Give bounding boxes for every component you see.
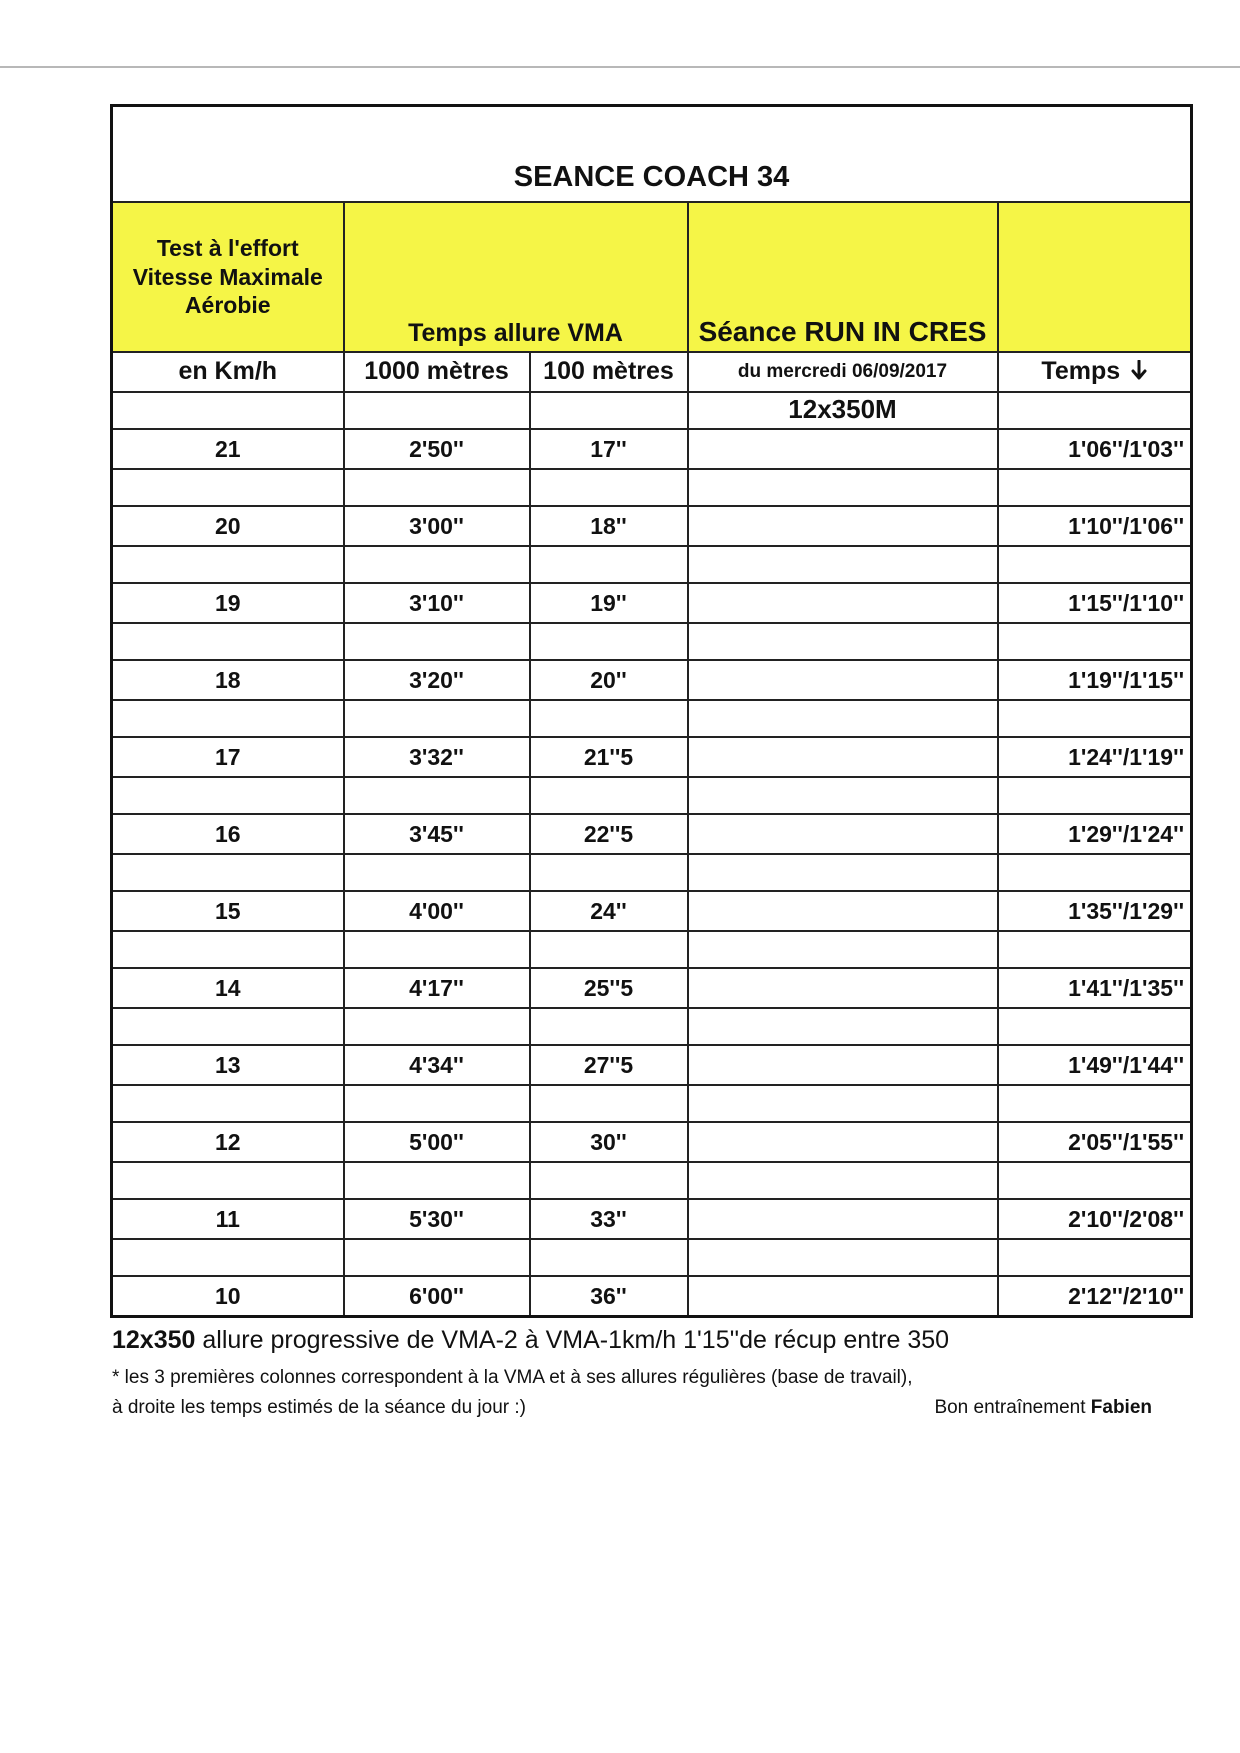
temps-cell: 2'05''/1'55'' [998, 1122, 1192, 1162]
pace-1000-cell: 3'20'' [344, 660, 530, 700]
table-row [112, 1122, 1192, 1162]
vma-cell: 17 [112, 737, 344, 777]
session-name: 12x350M [688, 392, 998, 429]
session-date: du mercredi 06/09/2017 [688, 352, 998, 392]
pace-100-cell: 17'' [530, 429, 688, 469]
blank-cell [112, 469, 344, 506]
blank-cell [344, 777, 530, 814]
blank-cell [998, 1085, 1192, 1122]
blank-cell [688, 546, 998, 583]
unit-label: en Km/h [112, 352, 344, 392]
blank-cell [688, 1008, 998, 1045]
blank-cell [344, 931, 530, 968]
pace-1000-cell: 4'34'' [344, 1045, 530, 1085]
vma-cell: 18 [112, 660, 344, 700]
session-description-rest: allure progressive de VMA-2 à VMA-1km/h 1'15''de récup entre 350 [195, 1326, 950, 1354]
table-row [112, 1045, 1192, 1085]
session-description-bold: 12x350 [112, 1326, 196, 1354]
arrow-down-icon [1131, 357, 1147, 388]
pace-1000-cell: 5'30'' [344, 1199, 530, 1239]
pace-table [110, 104, 1193, 1318]
blank-cell [530, 700, 688, 737]
blank-cell [688, 1085, 998, 1122]
blank-row [112, 469, 1192, 506]
table-row [112, 1199, 1192, 1239]
blank-cell [530, 1239, 688, 1276]
col-100-label: 100 mètres [530, 352, 688, 392]
subheader-row [112, 352, 1192, 392]
blank-cell [344, 700, 530, 737]
blank-row [112, 392, 1192, 429]
temps-cell: 1'06''/1'03'' [998, 429, 1192, 469]
blank-cell [998, 392, 1192, 429]
vma-cell: 10 [112, 1276, 344, 1317]
blank-cell [344, 392, 530, 429]
blank-cell [530, 469, 688, 506]
table-row [112, 737, 1192, 777]
temps-label-cell [998, 352, 1192, 392]
pace-1000-cell: 2'50'' [344, 429, 530, 469]
temps-cell: 1'29''/1'24'' [998, 814, 1192, 854]
pace-100-cell: 18'' [530, 506, 688, 546]
session-cell-empty [688, 1045, 998, 1085]
session-cell-empty [688, 1276, 998, 1317]
blank-cell [530, 1162, 688, 1199]
temps-cell: 1'35''/1'29'' [998, 891, 1192, 931]
table-row [112, 429, 1192, 469]
vma-header-line: Test à l'effort [156, 234, 299, 261]
blank-cell [998, 546, 1192, 583]
blank-cell [530, 931, 688, 968]
col-1000-label: 1000 mètres [344, 352, 530, 392]
blank-row [112, 700, 1192, 737]
table-row [112, 1276, 1192, 1317]
vma-cell: 21 [112, 429, 344, 469]
pace-1000-cell: 6'00'' [344, 1276, 530, 1317]
blank-cell [688, 1239, 998, 1276]
blank-cell [688, 777, 998, 814]
blank-cell [688, 469, 998, 506]
session-cell-empty [688, 1122, 998, 1162]
blank-cell [112, 700, 344, 737]
table-row [112, 891, 1192, 931]
blank-row [112, 1239, 1192, 1276]
temps-cell: 1'24''/1'19'' [998, 737, 1192, 777]
table-row [112, 506, 1192, 546]
blank-cell [998, 1008, 1192, 1045]
session-cell-empty [688, 891, 998, 931]
vma-header-line: Aérobie [184, 292, 271, 319]
table-row [112, 814, 1192, 854]
blank-cell [112, 1008, 344, 1045]
pace-sheet [110, 104, 1190, 1318]
table-row [112, 660, 1192, 700]
page-top-rule [0, 66, 1240, 68]
blank-row [112, 854, 1192, 891]
pace-1000-cell: 4'00'' [344, 891, 530, 931]
temps-cell: 1'10''/1'06'' [998, 506, 1192, 546]
blank-cell [688, 700, 998, 737]
blank-cell [688, 931, 998, 968]
vma-header [112, 202, 344, 352]
pace-100-cell: 25''5 [530, 968, 688, 1008]
blank-cell [530, 854, 688, 891]
blank-cell [344, 1008, 530, 1045]
temps-cell: 1'41''/1'35'' [998, 968, 1192, 1008]
session-cell-empty [688, 737, 998, 777]
blank-row [112, 1085, 1192, 1122]
title-row [112, 106, 1192, 203]
temps-header-spacer [998, 202, 1192, 352]
blank-cell [530, 623, 688, 660]
blank-cell [998, 1239, 1192, 1276]
blank-cell [530, 546, 688, 583]
pace-100-cell: 20'' [530, 660, 688, 700]
blank-cell [998, 1162, 1192, 1199]
pace-1000-cell: 3'10'' [344, 583, 530, 623]
vma-cell: 13 [112, 1045, 344, 1085]
pace-header: Temps allure VMA [344, 202, 688, 352]
vma-cell: 19 [112, 583, 344, 623]
pace-100-cell: 27''5 [530, 1045, 688, 1085]
blank-cell [112, 392, 344, 429]
pace-100-cell: 30'' [530, 1122, 688, 1162]
blank-cell [688, 854, 998, 891]
blank-cell [530, 1085, 688, 1122]
pace-100-cell: 21''5 [530, 737, 688, 777]
blank-cell [112, 1162, 344, 1199]
page-title: SEANCE COACH 34 [112, 106, 1192, 203]
session-cell-empty [688, 814, 998, 854]
temps-cell: 2'12''/2'10'' [998, 1276, 1192, 1317]
pace-1000-cell: 5'00'' [344, 1122, 530, 1162]
session-cell-empty [688, 583, 998, 623]
session-cell-empty [688, 1199, 998, 1239]
blank-row [112, 931, 1192, 968]
temps-label: Temps [1041, 356, 1121, 385]
header-row [112, 202, 1192, 352]
session-description [112, 1326, 1152, 1355]
blank-cell [530, 392, 688, 429]
blank-row [112, 777, 1192, 814]
blank-cell [112, 1085, 344, 1122]
pace-1000-cell: 3'00'' [344, 506, 530, 546]
blank-cell [688, 1162, 998, 1199]
session-header: Séance RUN IN CRES [688, 202, 998, 352]
notes [112, 1326, 1152, 1427]
vma-cell: 20 [112, 506, 344, 546]
session-cell-empty [688, 968, 998, 1008]
signature-text: Bon entraînement [934, 1397, 1091, 1418]
session-cell-empty [688, 429, 998, 469]
temps-cell: 1'19''/1'15'' [998, 660, 1192, 700]
blank-cell [112, 623, 344, 660]
vma-cell: 11 [112, 1199, 344, 1239]
blank-cell [688, 623, 998, 660]
blank-cell [998, 854, 1192, 891]
vma-cell: 15 [112, 891, 344, 931]
vma-cell: 12 [112, 1122, 344, 1162]
blank-cell [530, 777, 688, 814]
blank-cell [344, 1085, 530, 1122]
blank-cell [530, 1008, 688, 1045]
blank-row [112, 546, 1192, 583]
blank-row [112, 1008, 1192, 1045]
blank-cell [998, 777, 1192, 814]
pace-100-cell: 33'' [530, 1199, 688, 1239]
vma-cell: 16 [112, 814, 344, 854]
signature [934, 1397, 1152, 1419]
blank-cell [344, 854, 530, 891]
vma-header-line: Vitesse Maximale [132, 263, 323, 290]
pace-100-cell: 24'' [530, 891, 688, 931]
estimates-note: à droite les temps estimés de la séance du jour :) [112, 1397, 526, 1418]
pace-1000-cell: 3'32'' [344, 737, 530, 777]
blank-cell [998, 623, 1192, 660]
columns-note: * les 3 premières colonnes correspondent à la VMA et à ses allures régulières (base de travail), [112, 1367, 913, 1388]
blank-cell [344, 1162, 530, 1199]
blank-cell [112, 777, 344, 814]
blank-cell [998, 931, 1192, 968]
session-cell-empty [688, 506, 998, 546]
blank-cell [112, 854, 344, 891]
blank-row [112, 1162, 1192, 1199]
pace-1000-cell: 4'17'' [344, 968, 530, 1008]
vma-cell: 14 [112, 968, 344, 1008]
temps-cell: 1'15''/1'10'' [998, 583, 1192, 623]
blank-cell [112, 931, 344, 968]
blank-row [112, 623, 1192, 660]
blank-cell [344, 623, 530, 660]
temps-cell: 1'49''/1'44'' [998, 1045, 1192, 1085]
pace-100-cell: 19'' [530, 583, 688, 623]
signature-name: Fabien [1090, 1397, 1152, 1418]
notes-footer [112, 1397, 1152, 1419]
blank-cell [998, 469, 1192, 506]
pace-100-cell: 36'' [530, 1276, 688, 1317]
session-cell-empty [688, 660, 998, 700]
table-row [112, 968, 1192, 1008]
blank-cell [344, 546, 530, 583]
pace-1000-cell: 3'45'' [344, 814, 530, 854]
pace-100-cell: 22''5 [530, 814, 688, 854]
table-row [112, 583, 1192, 623]
blank-cell [344, 1239, 530, 1276]
temps-cell: 2'10''/2'08'' [998, 1199, 1192, 1239]
blank-cell [112, 546, 344, 583]
blank-cell [998, 700, 1192, 737]
blank-cell [112, 1239, 344, 1276]
blank-cell [344, 469, 530, 506]
